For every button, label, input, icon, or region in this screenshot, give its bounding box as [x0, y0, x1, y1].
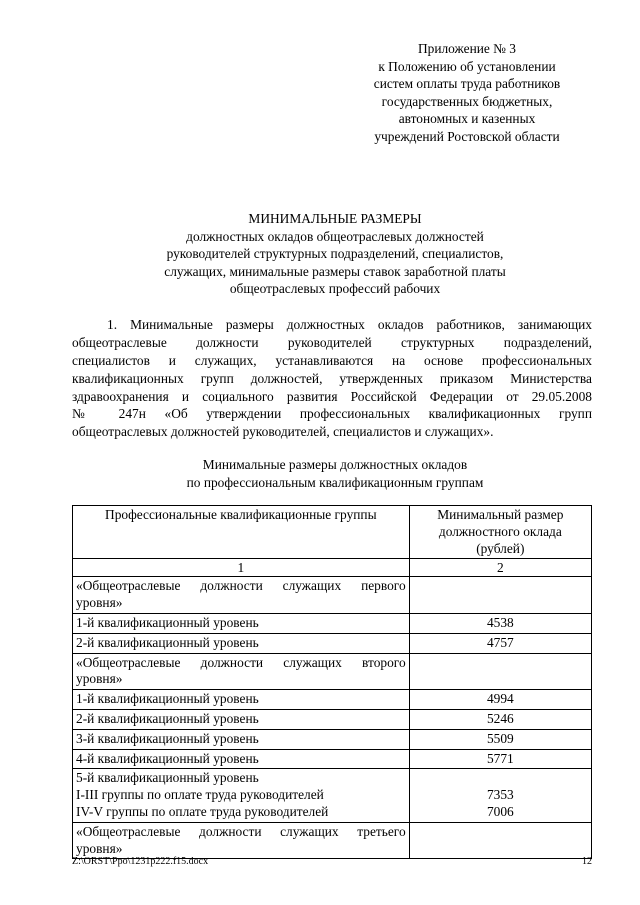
- header-min-salary: [409, 506, 591, 559]
- group-row: [73, 577, 592, 614]
- salary-table: [72, 505, 592, 859]
- table-header-row: [73, 506, 592, 559]
- body-paragraph: [72, 316, 592, 441]
- level-label: 2-й квалификационный уровень: [73, 633, 410, 653]
- level-label: [73, 769, 410, 822]
- group-value-empty: [409, 577, 591, 614]
- header-groups: Профессиональные квалификационные группы: [73, 506, 410, 559]
- table-row: [73, 729, 592, 749]
- group-row: [73, 822, 592, 859]
- level-label: 2-й квалификационный уровень: [73, 709, 410, 729]
- header-min-salary-line: должностного оклада: [438, 523, 562, 539]
- table-row: [73, 633, 592, 653]
- level-value: 5246: [409, 709, 591, 729]
- appendix-line: автономных и казенных: [398, 111, 536, 127]
- level-value: 4538: [409, 613, 591, 633]
- level-value: 5771: [409, 749, 591, 769]
- table-row: [73, 613, 592, 633]
- level5-sub-label: I-III группы по оплате труда руководителей: [76, 787, 324, 803]
- title-line: общеотраслевых профессий рабочих: [229, 281, 441, 297]
- title-line: служащих, минимальные размеры ставок заработной платы: [164, 263, 506, 279]
- table-title-line: по профессиональным квалификационным группам: [186, 474, 484, 490]
- group-title-line: «Общеотраслевые должности служащих первого: [76, 578, 406, 594]
- table-row: [73, 749, 592, 769]
- level5-label: 5-й квалификационный уровень: [76, 770, 259, 786]
- paragraph-line: квалификационных групп должностей, утвержденных приказом Министерства: [72, 370, 592, 386]
- appendix-line: государственных бюджетных,: [381, 93, 553, 109]
- level-label: 1-й квалификационный уровень: [73, 613, 410, 633]
- appendix-line: Приложение № 3: [417, 41, 517, 56]
- group-value-empty: [409, 653, 591, 690]
- column-number: 1: [73, 559, 410, 577]
- appendix-line: к Положению об установлении: [378, 58, 556, 74]
- level-value: 5509: [409, 729, 591, 749]
- document-title: [80, 210, 590, 298]
- appendix-header: [352, 40, 582, 146]
- level-value: 4757: [409, 633, 591, 653]
- table-row: [73, 709, 592, 729]
- table-row: [73, 769, 592, 822]
- level5-sub-value: 7006: [486, 803, 514, 819]
- group-row: [73, 653, 592, 690]
- level-value: [409, 769, 591, 822]
- paragraph-line: 1. Минимальные размеры должностных окладов работников, занимающих: [107, 317, 592, 332]
- level5-sub-label: IV-V группы по оплате труда руководителей: [76, 803, 329, 819]
- group-value-empty: [409, 822, 591, 859]
- level-value: 4994: [409, 690, 591, 710]
- level-label: 4-й квалификационный уровень: [73, 749, 410, 769]
- group-title-line: «Общеотраслевые должности служащих третьего: [76, 823, 406, 839]
- paragraph-line: общеотраслевые должности руководителей структурных подразделений,: [72, 334, 592, 350]
- column-number: 2: [409, 559, 591, 577]
- paragraph-line: здравоохранения и социального развития Российской Федерации от 29.05.2008: [72, 388, 592, 404]
- group-title: [73, 577, 410, 614]
- title-line: должностных окладов общеотраслевых должностей: [186, 228, 484, 244]
- level-label: 1-й квалификационный уровень: [73, 690, 410, 710]
- header-min-salary-line: (рублей): [476, 540, 525, 556]
- header-min-salary-line: Минимальный размер: [437, 507, 564, 522]
- group-title-line: «Общеотраслевые должности служащих второго: [76, 654, 406, 670]
- group-title: [73, 653, 410, 690]
- appendix-line: систем оплаты труда работников: [373, 76, 561, 92]
- level5-sub-value: 7353: [486, 787, 514, 803]
- column-number-row: [73, 559, 592, 577]
- appendix-line: учреждений Ростовской области: [374, 128, 560, 144]
- group-title: [73, 822, 410, 859]
- group-title-line: уровня»: [76, 671, 123, 687]
- table-title-line: Минимальные размеры должностных окладов: [202, 457, 468, 472]
- table-title: [80, 456, 590, 491]
- title-heading: МИНИМАЛЬНЫЕ РАЗМЕРЫ: [248, 211, 422, 226]
- page-number: 12: [582, 856, 592, 867]
- paragraph-line: специалистов и служащих, устанавливаются на основе профессиональных: [72, 352, 592, 368]
- group-title-line: уровня»: [76, 840, 123, 856]
- level5-spacer: [413, 770, 588, 787]
- paragraph-line: общеотраслевых должностей руководителей, специалистов и служащих».: [72, 424, 494, 440]
- title-line: руководителей структурных подразделений, специалистов,: [166, 246, 504, 262]
- level-label: 3-й квалификационный уровень: [73, 729, 410, 749]
- footer-file-path: Z:\ORST\Ppo\1231p222.f15.docx: [72, 856, 209, 867]
- group-title-line: уровня»: [76, 595, 123, 611]
- table-row: [73, 690, 592, 710]
- paragraph-line: № 247н «Об утверждении профессиональных квалификационных групп: [72, 406, 592, 422]
